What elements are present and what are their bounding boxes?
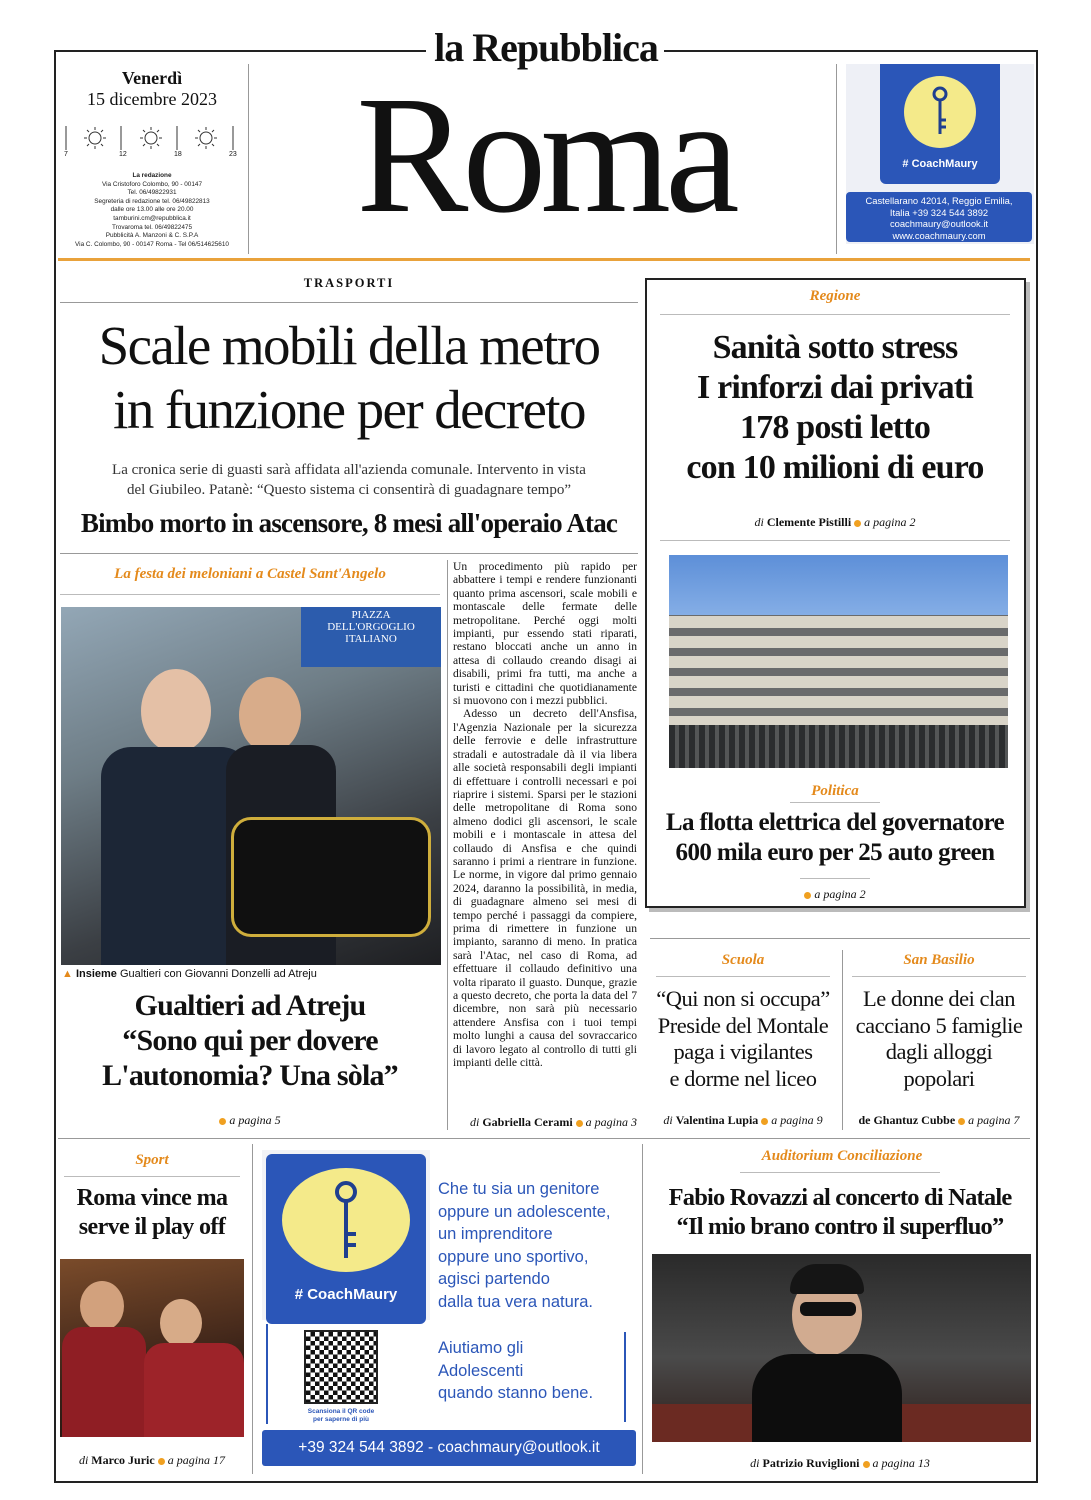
date-full: 15 dicembre 2023	[87, 89, 217, 109]
photo-sign-line: DELL'ORGOGLIO	[327, 621, 415, 633]
byline-prefix: di	[750, 1456, 760, 1470]
sanbasilio-headline-line: Le donne dei clan	[862, 986, 1016, 1011]
ad-accent-bar	[624, 1332, 626, 1422]
ad-brand: # CoachMaury	[294, 1286, 398, 1303]
byline-prefix: di	[470, 1115, 480, 1129]
page-ref: a pagina 13	[872, 1456, 930, 1470]
bottom-row-rule	[58, 1138, 1030, 1139]
sanbasilio-kicker-rule	[852, 976, 1026, 977]
ad-copy-line: Che tu sia un genitore	[438, 1180, 600, 1198]
section-label: TRASPORTI	[303, 276, 395, 290]
byline-author: Gabriella Cerami	[482, 1115, 573, 1129]
caption-triangle-icon: ▲	[62, 968, 73, 980]
redazione-line: Tel. 06/49822931	[127, 189, 177, 197]
camera-rig	[231, 817, 431, 937]
page-frame-right	[1036, 50, 1038, 1482]
top-ad-line: Castellarano 42014, Reggio Emilia,	[865, 195, 1013, 206]
ad-accent-bar	[266, 1324, 268, 1424]
lead-body-paragraph: Adesso un decreto dell'Ansfisa, l'Agenzia Nazionale per la sicurezza delle ferrovie e delle infrastrutture stradali e autostradale dà il via libera alle società responsabili degli impianti di effettuare i controlli necessari e poi riaprire i sistemi. Sparsi per le stazioni delle metropolitane di Roma sono almeno dodici gli ascensori, le scale mobili e i montascale in attesa del collaudo di Ansfisa e che quindi saranno i primi a rientrare in funzione. Le norme, in vigore dal primo gennaio 2024, daranno la possibilità, in media, di guadagnare almeno sei mesi di tempo perché i passaggi da compiere, prima di rimettere in funzione un impianto, saranno di meno. In pratica sarà l'Atac, nel caso di Roma, ad effettuare il collaudo definitivo una volta riparato il guasto. Dunque, grazie a questo decreto, che porta la data del 7 dicembre, non sarà più necessario attendere Ansfisa con i tuoi tempi molto lunghi a causa del sovraccarico di lavoro legato al controllo di tutti gli impianti delle città.	[453, 707, 637, 1070]
photo-sign-line: ITALIANO	[345, 633, 397, 645]
auditorium-byline[interactable]	[648, 1456, 1032, 1471]
lead-body-paragraph: Un procedimento più rapido per abbattere i tempi e rendere funzionanti quanto prima ascensori, scale mobili e montascale delle fermate delle metropolitane. Perché oggi molti impianti, pur essendo stati riparati, restano bloccati anche un anno in attesa di collaudo creando disagi ai disabili, primi fra tutti, ma anche a turisti e cittadini che quotidianamente si muovono con i mezzi pubblici.	[453, 560, 637, 708]
top-ad-address	[846, 192, 1032, 242]
bullet-icon	[863, 1461, 870, 1468]
page-ref: a pagina 3	[585, 1115, 637, 1129]
bullet-icon	[576, 1120, 583, 1127]
person-hair	[790, 1264, 864, 1294]
qr-code-icon[interactable]	[304, 1330, 378, 1404]
scuola-headline-line: e dorme nel liceo	[669, 1065, 817, 1091]
sport-kicker-rule	[64, 1176, 240, 1177]
byline-prefix: di	[754, 515, 764, 529]
edition-title: Roma	[356, 62, 734, 248]
caption-lead: Insieme	[75, 968, 117, 980]
masthead-rule-right	[664, 50, 1038, 52]
ad-copy-line: dalla tua vera natura.	[438, 1292, 594, 1311]
photo-sign	[301, 609, 441, 645]
person-face	[141, 669, 211, 753]
temp-4: 23	[229, 151, 237, 158]
sport-headline-line: serve il play off	[78, 1214, 226, 1240]
ad-copy-line: Adolescenti	[438, 1361, 524, 1380]
lead-standfirst	[60, 460, 638, 500]
scuola-headline-line: Preside del Montale	[657, 1012, 829, 1038]
scuola-divider	[842, 950, 843, 1130]
gualtieri-headline-line: “Sono qui per dovere	[122, 1024, 378, 1057]
ad-copy-line: agisci partendo	[438, 1270, 550, 1289]
ad-copy-line: quando stanno bene.	[438, 1384, 594, 1403]
weather-strip	[62, 122, 242, 160]
bullet-icon	[958, 1118, 965, 1125]
sanbasilio-kicker: San Basilio	[903, 952, 975, 968]
sanbasilio-headline[interactable]	[844, 986, 1034, 1092]
page-ref: a pagina 9	[771, 1113, 823, 1127]
auditorium-kicker-rule	[740, 1172, 940, 1173]
weather-sun-icons	[62, 122, 242, 160]
date-day: Venerdì	[121, 68, 183, 88]
photo-banner	[301, 607, 441, 667]
qr-caption-line: per saperne di più	[313, 1416, 369, 1423]
auditorium-headline-line: Fabio Rovazzi al concerto di Natale	[668, 1184, 1012, 1211]
player-kit	[144, 1343, 244, 1437]
sanbasilio-headline-line: dagli alloggi	[885, 1039, 993, 1064]
byline-prefix: di	[78, 1453, 89, 1467]
gualtieri-headline-line: Gualtieri ad Atreju	[134, 989, 366, 1022]
rovazzi-photo[interactable]	[652, 1254, 1031, 1442]
section-rule	[60, 302, 638, 303]
player-face	[160, 1299, 202, 1347]
regione-headline-line: con 10 milioni di euro	[686, 449, 984, 486]
lead-standfirst-line: La cronica serie di guasti sarà affidata all'azienda comunale. Intervento in vista	[112, 462, 586, 478]
politica-kicker: Politica	[811, 783, 859, 799]
coachmaury-ad[interactable]	[262, 1150, 636, 1468]
auditorium-headline[interactable]	[648, 1183, 1032, 1241]
byline-author: Ghantuz Cubbe	[873, 1113, 956, 1127]
politica-rule	[800, 878, 870, 879]
lead-headline-line: Scale mobili della metro	[98, 315, 600, 376]
redazione-box	[60, 172, 244, 249]
redazione-line: Via C. Colombo, 90 - 00147 Roma - Tel 06/514625610	[75, 240, 229, 248]
politica-headline-line: La flotta elettrica del governatore	[665, 809, 1005, 836]
ad-card	[266, 1154, 426, 1324]
regione-byline[interactable]	[650, 515, 1020, 530]
ad-circle	[282, 1168, 410, 1272]
byline-prefix: di	[663, 1113, 673, 1127]
bullet-icon	[219, 1118, 226, 1125]
lead-byline[interactable]	[453, 1115, 637, 1130]
key-icon	[904, 76, 976, 148]
lead-body	[453, 560, 637, 1116]
hospital-photo[interactable]	[669, 555, 1008, 768]
gualtieri-photo[interactable]	[61, 607, 441, 965]
auditorium-kicker: Auditorium Conciliazione	[761, 1148, 923, 1164]
top-ad-brand: # CoachMaury	[902, 158, 978, 170]
redazione-title: La redazione	[132, 172, 172, 179]
regione-headline[interactable]	[650, 328, 1020, 488]
sport-divider	[252, 1144, 253, 1474]
brand-logo: la Repubblica	[434, 25, 658, 70]
sport-headline[interactable]	[58, 1184, 246, 1242]
building-fence	[669, 725, 1008, 768]
masthead-divider-left	[248, 64, 249, 254]
byline-prefix: de	[858, 1113, 871, 1127]
photo-sign-line: PIAZZA	[351, 609, 391, 621]
regione-kicker: Regione	[809, 288, 861, 304]
sport-byline[interactable]	[58, 1453, 246, 1468]
scuola-kicker: Scuola	[721, 952, 765, 968]
regione-headline-line: 178 posti letto	[739, 409, 931, 446]
masthead-orange-rule	[58, 258, 1030, 261]
politica-ref[interactable]	[650, 887, 1020, 902]
redazione-line: Pubblicità A. Manzoni & C. S.P.A	[105, 232, 199, 240]
top-ad[interactable]	[846, 64, 1034, 244]
temp-2: 12	[119, 151, 127, 158]
politica-headline-line: 600 mila euro per 25 auto green	[675, 839, 995, 866]
sport-kicker: Sport	[135, 1152, 169, 1168]
ad-copy-2	[438, 1337, 636, 1405]
gualtieri-caption	[62, 968, 442, 980]
lead-headline[interactable]	[60, 314, 638, 442]
sport-photo[interactable]	[60, 1259, 244, 1437]
lead-headline-line: in funzione per decreto	[113, 379, 585, 440]
redazione-line: Via Cristoforo Colombo, 90 - 00147	[101, 180, 203, 188]
ad-divider	[642, 1144, 643, 1474]
byline-author: Valentina Lupia	[675, 1113, 759, 1127]
sanbasilio-byline[interactable]	[844, 1113, 1034, 1128]
sport-headline-line: Roma vince ma	[76, 1185, 228, 1211]
sunglasses-icon	[800, 1302, 856, 1316]
bullet-icon	[804, 892, 811, 899]
masthead-rule-left	[54, 50, 426, 52]
scuola-headline-line: “Qui non si occupa”	[656, 986, 830, 1011]
scuola-kicker-rule	[656, 976, 830, 977]
regione-headline-line: Sanità sotto stress	[712, 329, 958, 366]
politica-kicker-rule	[790, 802, 880, 803]
page-frame-bottom	[54, 1481, 1038, 1483]
key-icon	[282, 1168, 410, 1272]
byline-author: Patrizio Ruviglioni	[762, 1456, 860, 1470]
scuola-headline-line: paga i vigilantes	[673, 1039, 813, 1064]
top-ad-line: Italia +39 324 544 3892	[889, 206, 989, 218]
page-frame-left	[54, 50, 56, 1482]
qr-caption	[282, 1408, 400, 1424]
ad-copy	[438, 1178, 636, 1314]
page-ref: a pagina 5	[229, 1113, 281, 1127]
top-ad-line: coachmaury@outlook.it	[889, 218, 989, 230]
page-ref: a pagina 7	[968, 1113, 1020, 1127]
page-ref: a pagina 2	[864, 515, 916, 529]
bullet-icon	[761, 1118, 768, 1125]
ad-copy-line: un imprenditore	[438, 1225, 553, 1244]
redazione-line: dalle ore 13.00 alle ore 20.00	[110, 206, 194, 214]
scuola-byline[interactable]	[648, 1113, 838, 1128]
gualtieri-headline[interactable]	[60, 988, 440, 1093]
person-shirt	[752, 1354, 902, 1442]
bullet-icon	[854, 520, 861, 527]
top-ad-card	[880, 64, 1000, 184]
temp-3: 18	[174, 151, 182, 158]
ad-copy-line: oppure un adolescente,	[438, 1202, 611, 1221]
caption-text: Gualtieri con Giovanni Donzelli ad Atreju	[119, 968, 317, 980]
gualtieri-kicker-rule	[60, 594, 440, 595]
ad-copy-line: Aiutiamo gli	[438, 1339, 524, 1357]
page-ref: a pagina 17	[167, 1453, 226, 1467]
scuola-headline[interactable]	[648, 986, 838, 1092]
gualtieri-ref[interactable]	[60, 1113, 440, 1128]
top-ad-line: www.coachmaury.com	[892, 229, 986, 241]
regione-byline-rule	[660, 540, 1010, 541]
auditorium-headline-line: “Il mio brano contro il superfluo”	[676, 1213, 1004, 1240]
temp-1: 7	[64, 151, 68, 158]
ad-contact-bar[interactable]: +39 324 544 3892 - coachmaury@outlook.it	[262, 1430, 636, 1466]
lead-subhead[interactable]: Bimbo morto in ascensore, 8 mesi all'operaio Atac	[80, 508, 618, 538]
lead-subhead-rule	[60, 553, 638, 554]
politica-headline[interactable]	[650, 808, 1020, 868]
bullet-icon	[158, 1458, 165, 1465]
gualtieri-headline-line: L'autonomia? Una sòla”	[102, 1059, 398, 1092]
lead-column-divider	[447, 560, 448, 1130]
redazione-line: tamburini.cm@repubblica.it	[113, 214, 191, 222]
masthead-divider-right	[836, 64, 837, 254]
person-face	[239, 677, 301, 753]
top-ad-circle	[904, 76, 976, 148]
regione-kicker-rule	[660, 314, 1010, 315]
qr-caption-line: Scansiona il QR code	[307, 1408, 375, 1415]
player-face	[80, 1281, 124, 1331]
byline-author: Clemente Pistilli	[766, 515, 852, 529]
sanbasilio-headline-line: cacciano 5 famiglie	[855, 1012, 1023, 1038]
gualtieri-kicker: La festa dei meloniani a Castel Sant'Angelo	[114, 566, 386, 582]
page-ref: a pagina 2	[814, 887, 866, 901]
redazione-line: Trovaroma tel. 06/49822475	[111, 223, 193, 231]
regione-headline-line: I rinforzi dai privati	[696, 369, 974, 406]
lead-standfirst-line: del Giubileo. Patanè: “Questo sistema ci consentirà di guadagnare tempo”	[126, 482, 572, 498]
sanbasilio-headline-line: popolari	[903, 1065, 975, 1091]
byline-author: Marco Juric	[91, 1453, 155, 1467]
player-kit	[62, 1327, 146, 1437]
ad-copy-line: oppure uno sportivo,	[438, 1247, 589, 1266]
scuola-top-rule	[650, 938, 1030, 939]
redazione-line: Segreteria di redazione tel. 06/49822813	[94, 197, 210, 205]
